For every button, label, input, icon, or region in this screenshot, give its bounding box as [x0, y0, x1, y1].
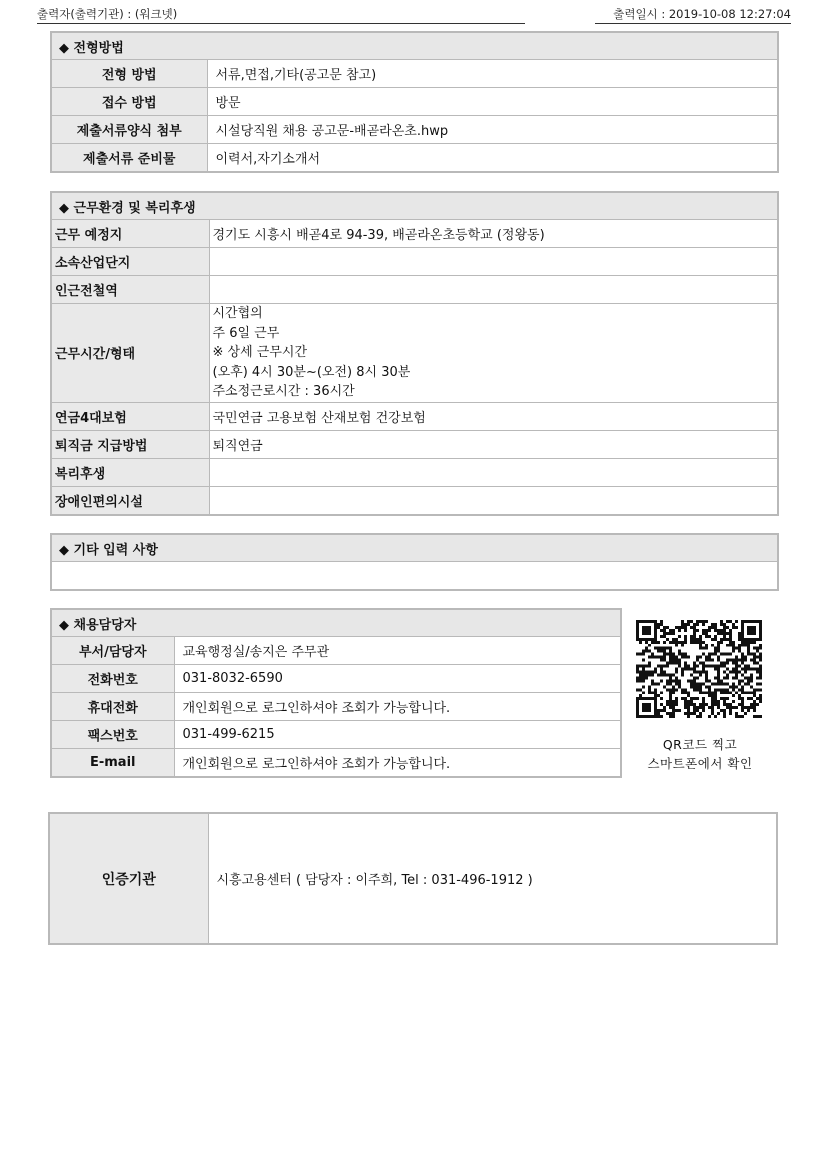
- mobile-value: 개인회원으로 로그인하셔야 조회가 가능합니다.: [174, 693, 621, 721]
- row-value: 서류,면접,기타(공고문 참고): [207, 60, 778, 88]
- printer-info: 출력자(출력기관) : (워크넷): [37, 7, 178, 21]
- row-value: [209, 248, 778, 276]
- row-label: 근무시간/형태: [51, 304, 209, 403]
- recruiter-section: [50, 608, 622, 778]
- table-row: [51, 458, 778, 486]
- table-row: [51, 486, 778, 515]
- row-label: 팩스번호: [51, 721, 174, 749]
- qr-caption-line: 스마트폰에서 확인: [647, 756, 753, 771]
- table-row: [51, 430, 778, 458]
- row-label: 제출서류양식 첨부: [51, 116, 207, 144]
- table-row: [51, 402, 778, 430]
- table-row: [51, 304, 778, 403]
- row-value: [209, 458, 778, 486]
- section-title-screening: ◆ 전형방법: [51, 32, 778, 60]
- certification-label: 인증기관: [49, 813, 208, 944]
- row-value: 퇴직연금: [209, 430, 778, 458]
- department-contact-value: 교육행정실/송지은 주무관: [174, 637, 621, 665]
- certification-value: 시흥고용센터 ( 담당자 : 이주희, Tel : 031-496-1912 ): [208, 813, 777, 944]
- qr-code-icon: [636, 620, 762, 718]
- print-datetime: 출력일시 : 2019-10-08 12:27:04: [613, 7, 791, 21]
- row-value: 국민연금 고용보험 산재보험 건강보험: [209, 402, 778, 430]
- row-label: 소속산업단지: [51, 248, 209, 276]
- print-header: [37, 6, 791, 24]
- work-hours-line: (오후) 4시 30분~(오전) 8시 30분: [212, 364, 411, 380]
- other-info-value: [51, 562, 778, 591]
- row-label: 제출서류 준비물: [51, 144, 207, 173]
- work-hours-line: 주 6일 근무: [212, 325, 280, 341]
- table-row: [51, 248, 778, 276]
- table-row: [51, 220, 778, 248]
- table-row: [51, 693, 621, 721]
- row-label: 접수 방법: [51, 88, 207, 116]
- table-row: [51, 665, 621, 693]
- work-hours-line: 시간협의: [212, 306, 263, 321]
- email-value: 개인회원으로 로그인하셔야 조회가 가능합니다.: [174, 749, 621, 778]
- header-divider-right: [595, 23, 791, 24]
- row-label: 장애인편의시설: [51, 486, 209, 515]
- qr-finder-pattern: [636, 620, 657, 641]
- table-row: [51, 276, 778, 304]
- qr-finder-pattern: [741, 620, 762, 641]
- row-value: [209, 486, 778, 515]
- table-row: [51, 60, 778, 88]
- work-hours-line: ※ 상세 근무시간: [212, 345, 308, 360]
- qr-caption: [630, 735, 770, 773]
- attachment-file-link[interactable]: 시설당직원 채용 공고문-배곧라온초.hwp: [207, 116, 778, 144]
- work-location-value: 경기도 시흥시 배곧4로 94-39, 배곧라온초등학교 (정왕동): [209, 220, 778, 248]
- row-label: 휴대전화: [51, 693, 174, 721]
- table-row: [51, 88, 778, 116]
- row-label: E-mail: [51, 749, 174, 778]
- work-hours-line: 주소정근로시간 : 36시간: [212, 384, 355, 399]
- table-row: [51, 749, 621, 778]
- row-label: 퇴직금 지급방법: [51, 430, 209, 458]
- certification-section: [48, 812, 778, 945]
- work-environment-section: [50, 191, 779, 516]
- row-value: [209, 276, 778, 304]
- table-row: [51, 721, 621, 749]
- row-label: 부서/담당자: [51, 637, 174, 665]
- header-divider-left: [37, 23, 525, 24]
- table-row: [51, 144, 778, 173]
- row-label: 인근전철역: [51, 276, 209, 304]
- section-title-other-info: ◆ 기타 입력 사항: [51, 534, 778, 562]
- screening-section: [50, 31, 779, 173]
- section-title-work-environment: ◆ 근무환경 및 복리후생: [51, 192, 778, 220]
- row-label: 전화번호: [51, 665, 174, 693]
- phone-value: 031-8032-6590: [174, 665, 621, 693]
- other-info-section: [50, 533, 779, 591]
- qr-finder-pattern: [636, 697, 657, 718]
- work-hours-value: [209, 304, 778, 403]
- row-label: 근무 예정지: [51, 220, 209, 248]
- row-label: 연금4대보험: [51, 402, 209, 430]
- row-label: 복리후생: [51, 458, 209, 486]
- row-value: 이력서,자기소개서: [207, 144, 778, 173]
- row-value: 방문: [207, 88, 778, 116]
- fax-value: 031-499-6215: [174, 721, 621, 749]
- table-row: [51, 637, 621, 665]
- row-label: 전형 방법: [51, 60, 207, 88]
- table-row: [51, 116, 778, 144]
- qr-caption-line: QR코드 찍고: [662, 737, 738, 752]
- section-title-recruiter: ◆ 채용담당자: [51, 609, 621, 637]
